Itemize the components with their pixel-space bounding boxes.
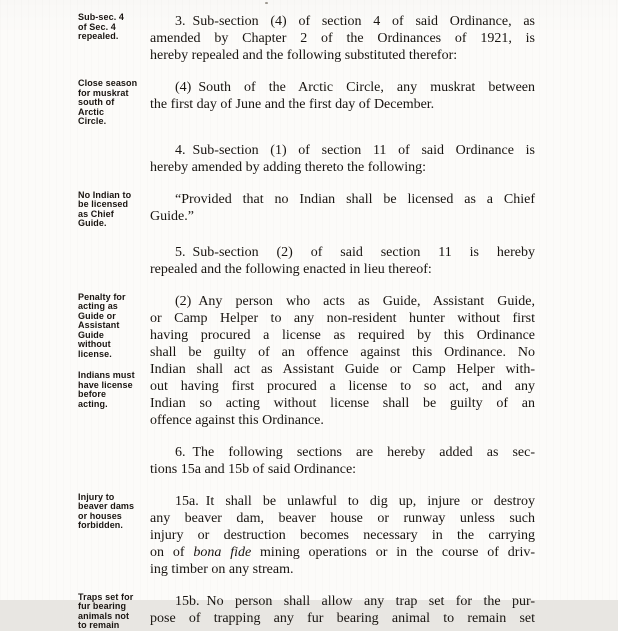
- paragraph-section-15b-traps: [0, 593, 618, 631]
- paragraph-body: [150, 593, 535, 631]
- text-line: Indian shall act as Assistant Guide or Camp Helper with-: [150, 361, 535, 377]
- text-line: tions 15a and 15b of said Ordinance:: [150, 461, 357, 477]
- text-line: hereby amended by adding thereto the following:: [150, 159, 427, 175]
- paragraph-section-5-repeal-subsec-2: [0, 244, 618, 278]
- text-line: (2) Any person who acts as Guide, Assistant Guide,: [175, 293, 535, 309]
- text-line: having procured a license as required by this Ordinance: [150, 327, 535, 343]
- text-line: on of bona fide mining operations or in the course of driv-: [150, 544, 535, 560]
- text-line: amended by Chapter 2 of the Ordinances of 1921, is: [150, 31, 535, 46]
- note-penalty-guide-without-license: Penalty for acting as Guide or Assistant Guide without license.: [78, 291, 126, 359]
- text-line: the first day of June and the first day of December.: [150, 97, 435, 112]
- text-line: “Provided that no Indian shall be licensed as a Chief: [175, 191, 535, 207]
- text-line: (4) South of the Arctic Circle, any muskrat between: [175, 80, 535, 95]
- margin-notes-column: [0, 13, 150, 64]
- margin-notes-column: [0, 593, 150, 631]
- margin-notes-column: [0, 191, 150, 229]
- paragraph-body: [150, 244, 535, 278]
- paragraph-proviso-no-indian-chief-guide: [0, 191, 618, 229]
- paragraph-subsec-2-guide-license-penalty: [0, 293, 618, 429]
- paragraph-body: [150, 13, 535, 64]
- margin-notes-column: [0, 142, 150, 176]
- text-line: 15a. It shall be unlawful to dig up, injure or destroy: [175, 493, 535, 509]
- text-line: shall be guilty of an offence against this Ordinance. No: [150, 344, 535, 360]
- text-line: 4. Sub-section (1) of section 11 of said Ordinance is: [175, 142, 535, 158]
- paragraph-section-4-amend-section-11: [0, 142, 618, 176]
- margin-notes-column: [0, 493, 150, 578]
- margin-notes-column: [0, 293, 150, 429]
- note-no-indian-chief-guide: No Indian to be licensed as Chief Guide.: [78, 189, 132, 228]
- text-line: ing timber on any stream.: [150, 561, 294, 577]
- paragraph-section-6-add-15a-15b: [0, 444, 618, 478]
- text-line: offence against this Ordinance.: [150, 412, 324, 428]
- text-line: pose of trapping any fur bearing animal to remain set: [150, 610, 535, 626]
- paragraph-body: [150, 293, 535, 429]
- text-line: 6. The following sections are hereby added as sec-: [175, 444, 535, 460]
- margin-notes-column: [0, 79, 150, 127]
- paragraph-section-3-repeal-subsec-4: [0, 13, 618, 64]
- text-line: Guide.”: [150, 208, 194, 224]
- paragraph-body: [150, 79, 535, 127]
- text-line: 15b. No person shall allow any trap set for the pur-: [175, 593, 535, 609]
- paragraph-subsec-4-muskrat-close-season: [0, 79, 618, 127]
- paragraph-body: [150, 142, 535, 176]
- paragraph-body: [150, 191, 535, 229]
- text-line: Indian so acting without license shall be guilty of an: [150, 395, 535, 411]
- text-line: repealed and the following enacted in lieu thereof:: [150, 261, 432, 277]
- note-indians-must-have-license: Indians must have license before acting.: [78, 370, 135, 409]
- margin-notes-column: [0, 244, 150, 278]
- paragraph-section-15a-beaver-dams: [0, 493, 618, 578]
- text-line: 3. Sub-section (4) of section 4 of said Ordinance, as: [175, 14, 535, 29]
- text-line: or Camp Helper to any non-resident hunter without first: [150, 310, 535, 326]
- text-line: hereby repealed and the following substituted therefor:: [150, 48, 458, 63]
- text-line: any beaver dam, beaver house or runway unless such: [150, 510, 535, 526]
- note-subsec-4-repealed: Sub-sec. 4 of Sec. 4 repealed.: [78, 12, 125, 41]
- note-close-season-muskrat: Close season for muskrat south of Arctic Circle.: [78, 78, 138, 126]
- note-traps-fur-bearing-animals: Traps set for fur bearing animals not to remain: [78, 591, 134, 630]
- note-injury-beaver-dams-forbidden: Injury to beaver dams or houses forbidden.: [78, 491, 135, 530]
- text-line: injury or destruction becomes necessary in the carrying: [150, 527, 535, 543]
- text-line: 5. Sub-section (2) of said section 11 is hereby: [175, 244, 535, 260]
- text-line: out having first procured a license to so act, and any: [150, 378, 535, 394]
- paragraph-body: [150, 444, 535, 478]
- paragraph-body: [150, 493, 535, 578]
- margin-notes-column: [0, 444, 150, 478]
